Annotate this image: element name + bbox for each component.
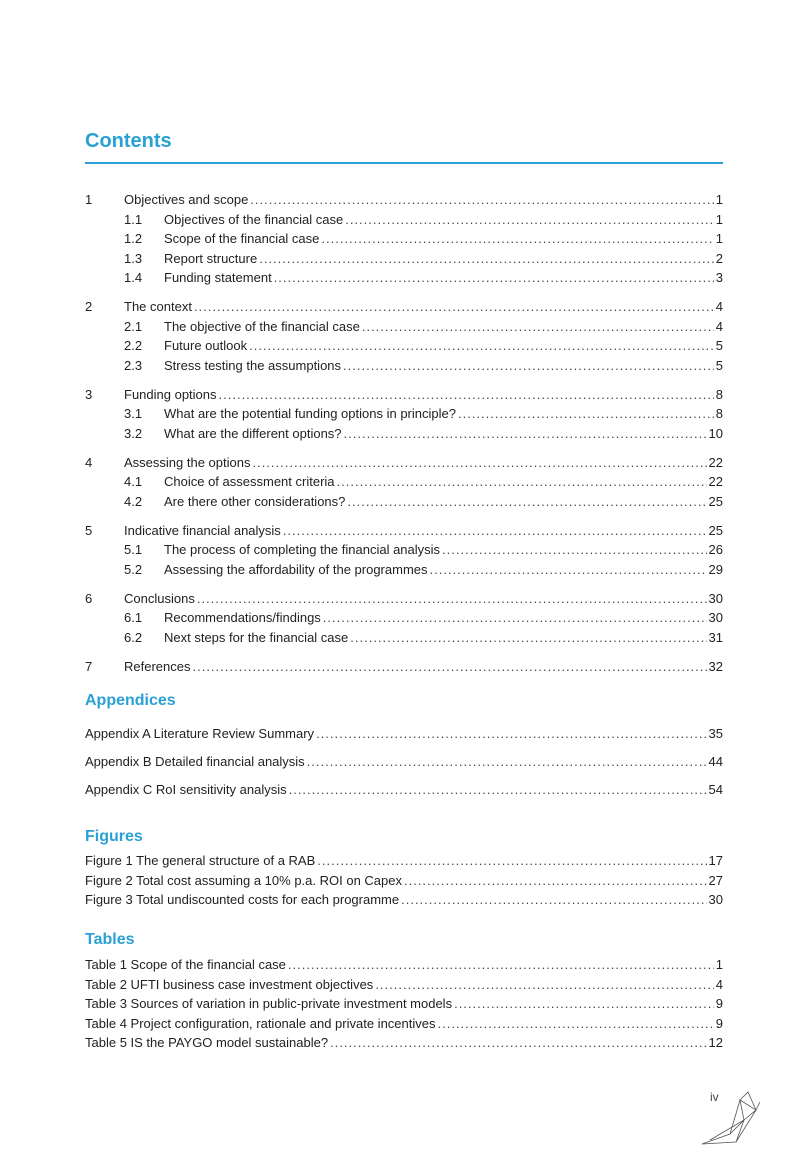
entry-number: 1.4 (124, 270, 143, 285)
entry-title: References (124, 658, 191, 674)
dot-leader (194, 297, 714, 317)
dot-leader (347, 492, 706, 512)
entry-title: Figure 2 Total cost assuming a 10% p.a. ROI on Capex (85, 872, 402, 888)
entry-page-number: 35 (708, 726, 723, 741)
toc-chapter-entry[interactable] (85, 385, 723, 405)
toc-section-entry[interactable] (85, 608, 723, 628)
appendix-entry[interactable] (85, 776, 723, 804)
appendices-heading: Appendices (85, 692, 176, 709)
table-entry[interactable] (85, 1014, 723, 1034)
entry-page-number: 12 (708, 1035, 723, 1050)
entry-number: 2.2 (124, 338, 143, 353)
entry-title: Table 5 IS the PAYGO model sustainable? (85, 1035, 329, 1050)
entry-page-number: 1 (715, 231, 723, 246)
entry-title: Appendix B Detailed financial analysis (85, 754, 305, 769)
entry-title: Objectives of the financial case (164, 211, 344, 227)
toc-section-entry[interactable] (85, 229, 723, 249)
table-entry[interactable] (85, 1033, 723, 1053)
entry-page-number: 22 (708, 454, 723, 470)
dot-leader (219, 385, 714, 405)
entry-title: What are the potential funding options in principle? (164, 406, 456, 421)
toc-section-entry[interactable] (85, 268, 723, 288)
page-number: iv (710, 1090, 719, 1104)
entry-title: Table 2 UFTI business case investment objectives (85, 976, 374, 992)
toc-section-entry[interactable] (85, 210, 723, 230)
entry-title: Objectives and scope (124, 192, 249, 207)
entry-title: Table 1 Scope of the financial case (85, 957, 286, 972)
tables-heading: Tables (85, 931, 135, 948)
entry-number: 1.1 (124, 211, 143, 227)
entry-page-number: 8 (715, 386, 723, 402)
entry-page-number: 9 (715, 996, 723, 1011)
dot-leader (259, 249, 714, 269)
entry-title: Appendix C RoI sensitivity analysis (85, 782, 287, 797)
entry-title: What are the different options? (164, 425, 342, 441)
entry-title: Are there other considerations? (164, 493, 346, 509)
entry-title: Conclusions (124, 590, 195, 606)
entry-number: 7 (85, 658, 93, 674)
entry-title: Funding statement (164, 270, 272, 285)
toc-section-entry[interactable] (85, 424, 723, 444)
entry-number: 2.3 (124, 357, 143, 373)
entry-page-number: 1 (715, 957, 723, 972)
dot-leader (343, 356, 714, 376)
entry-title: The process of completing the financial analysis (164, 542, 441, 557)
entry-title: Appendix A Literature Review Summary (85, 726, 315, 741)
entry-number: 5.1 (124, 542, 143, 557)
entry-page-number: 4 (715, 976, 723, 992)
entry-title: Table 4 Project configuration, rationale and private incentives (85, 1015, 436, 1031)
entry-title: Recommendations/findings (164, 610, 321, 625)
entry-title: Choice of assessment criteria (164, 474, 335, 489)
figure-entry[interactable] (85, 890, 723, 910)
entry-number: 1.2 (124, 231, 143, 246)
dot-leader (323, 608, 707, 628)
contents-divider (85, 162, 723, 164)
entry-page-number: 30 (708, 892, 723, 907)
toc-section-entry[interactable] (85, 540, 723, 560)
entry-number: 4.2 (124, 493, 143, 509)
toc-chapter-entry[interactable] (85, 297, 723, 317)
entry-page-number: 44 (708, 754, 723, 769)
toc-section-entry[interactable] (85, 492, 723, 512)
entry-number: 3 (85, 386, 93, 402)
entry-page-number: 31 (708, 629, 723, 645)
dot-leader (345, 210, 714, 230)
tables-list (85, 955, 723, 1053)
dot-leader (274, 268, 714, 288)
dot-leader (192, 657, 706, 677)
dot-leader (288, 955, 714, 975)
appendix-entry[interactable] (85, 720, 723, 748)
entry-page-number: 30 (708, 590, 723, 606)
entry-page-number: 29 (708, 561, 723, 577)
chapter-gap (85, 511, 723, 521)
chapter-gap (85, 647, 723, 657)
toc-section-entry[interactable] (85, 356, 723, 376)
dot-leader (249, 336, 714, 356)
entry-page-number: 2 (715, 250, 723, 266)
figures-list (85, 851, 723, 910)
contents-heading: Contents (85, 130, 172, 152)
chapter-gap (85, 375, 723, 385)
entry-number: 6.2 (124, 629, 143, 645)
entry-number: 5.2 (124, 561, 143, 577)
dot-leader (316, 720, 706, 748)
entry-number: 1.3 (124, 250, 143, 266)
entry-title: Scope of the financial case (164, 231, 320, 246)
entry-page-number: 54 (708, 782, 723, 797)
entry-title: The objective of the financial case (164, 318, 360, 334)
toc-section-entry[interactable] (85, 249, 723, 269)
entry-page-number: 27 (708, 872, 723, 888)
dot-leader (252, 453, 706, 473)
entry-number: 6 (85, 590, 93, 606)
entry-title: The context (124, 299, 192, 314)
entry-number: 1 (85, 192, 93, 207)
entry-page-number: 8 (715, 406, 723, 421)
dot-leader (454, 994, 714, 1014)
dot-leader (289, 776, 707, 804)
dot-leader (350, 628, 706, 648)
geometric-bird-logo-icon (700, 1090, 762, 1146)
toc-section-entry[interactable] (85, 317, 723, 337)
table-entry[interactable] (85, 975, 723, 995)
entry-page-number: 22 (708, 474, 723, 489)
appendix-entry[interactable] (85, 748, 723, 776)
entry-page-number: 30 (708, 610, 723, 625)
entry-number: 2.1 (124, 318, 143, 334)
toc-chapter-entry[interactable] (85, 589, 723, 609)
entry-number: 3.1 (124, 406, 143, 421)
appendices-list (85, 720, 723, 804)
toc-chapter-entry[interactable] (85, 190, 723, 210)
entry-title: Indicative financial analysis (124, 522, 281, 538)
entry-page-number: 9 (715, 1015, 723, 1031)
figure-entry[interactable] (85, 871, 723, 891)
entry-title: Funding options (124, 386, 217, 402)
entry-page-number: 1 (715, 211, 723, 227)
entry-page-number: 25 (708, 522, 723, 538)
entry-number: 4.1 (124, 474, 143, 489)
entry-page-number: 25 (708, 493, 723, 509)
entry-title: Figure 3 Total undiscounted costs for each programme (85, 892, 400, 907)
entry-page-number: 26 (708, 542, 723, 557)
dot-leader (438, 1014, 714, 1034)
dot-leader (362, 317, 714, 337)
entry-number: 3.2 (124, 425, 143, 441)
chapter-gap (85, 288, 723, 298)
entry-title: Stress testing the assumptions (164, 357, 342, 373)
toc-chapter-entry[interactable] (85, 453, 723, 473)
dot-leader (283, 521, 707, 541)
entry-title: Figure 1 The general structure of a RAB (85, 853, 316, 868)
toc-section-entry[interactable] (85, 472, 723, 492)
dot-leader (317, 851, 706, 871)
entry-title: Report structure (164, 250, 258, 266)
dot-leader (344, 424, 707, 444)
entry-number: 2 (85, 299, 93, 314)
dot-leader (330, 1033, 706, 1053)
entry-page-number: 32 (708, 658, 723, 674)
table-of-contents (85, 190, 723, 676)
dot-leader (458, 404, 714, 424)
entry-page-number: 5 (715, 357, 723, 373)
toc-section-entry[interactable] (85, 404, 723, 424)
dot-leader (197, 589, 707, 609)
chapter-gap (85, 443, 723, 453)
toc-section-entry[interactable] (85, 336, 723, 356)
entry-title: Future outlook (164, 338, 248, 353)
entry-title: Table 3 Sources of variation in public-private investment models (85, 996, 453, 1011)
entry-title: Assessing the options (124, 454, 251, 470)
entry-page-number: 4 (715, 318, 723, 334)
figures-heading: Figures (85, 828, 143, 845)
dot-leader (404, 871, 707, 891)
dot-leader (250, 190, 713, 210)
entry-page-number: 3 (715, 270, 723, 285)
entry-page-number: 5 (715, 338, 723, 353)
entry-title: Next steps for the financial case (164, 629, 349, 645)
dot-leader (430, 560, 707, 580)
entry-page-number: 1 (715, 192, 723, 207)
dot-leader (442, 540, 706, 560)
entry-page-number: 4 (715, 299, 723, 314)
entry-page-number: 10 (708, 425, 723, 441)
toc-chapter-entry[interactable] (85, 657, 723, 677)
toc-section-entry[interactable] (85, 560, 723, 580)
entry-number: 4 (85, 454, 93, 470)
table-entry[interactable] (85, 955, 723, 975)
entry-title: Assessing the affordability of the programmes (164, 561, 428, 577)
dot-leader (307, 748, 707, 776)
dot-leader (401, 890, 706, 910)
toc-section-entry[interactable] (85, 628, 723, 648)
entry-number: 5 (85, 522, 93, 538)
table-entry[interactable] (85, 994, 723, 1014)
figure-entry[interactable] (85, 851, 723, 871)
chapter-gap (85, 579, 723, 589)
dot-leader (375, 975, 713, 995)
toc-chapter-entry[interactable] (85, 521, 723, 541)
entry-number: 6.1 (124, 610, 143, 625)
dot-leader (321, 229, 713, 249)
entry-page-number: 17 (708, 853, 723, 868)
dot-leader (337, 472, 707, 492)
